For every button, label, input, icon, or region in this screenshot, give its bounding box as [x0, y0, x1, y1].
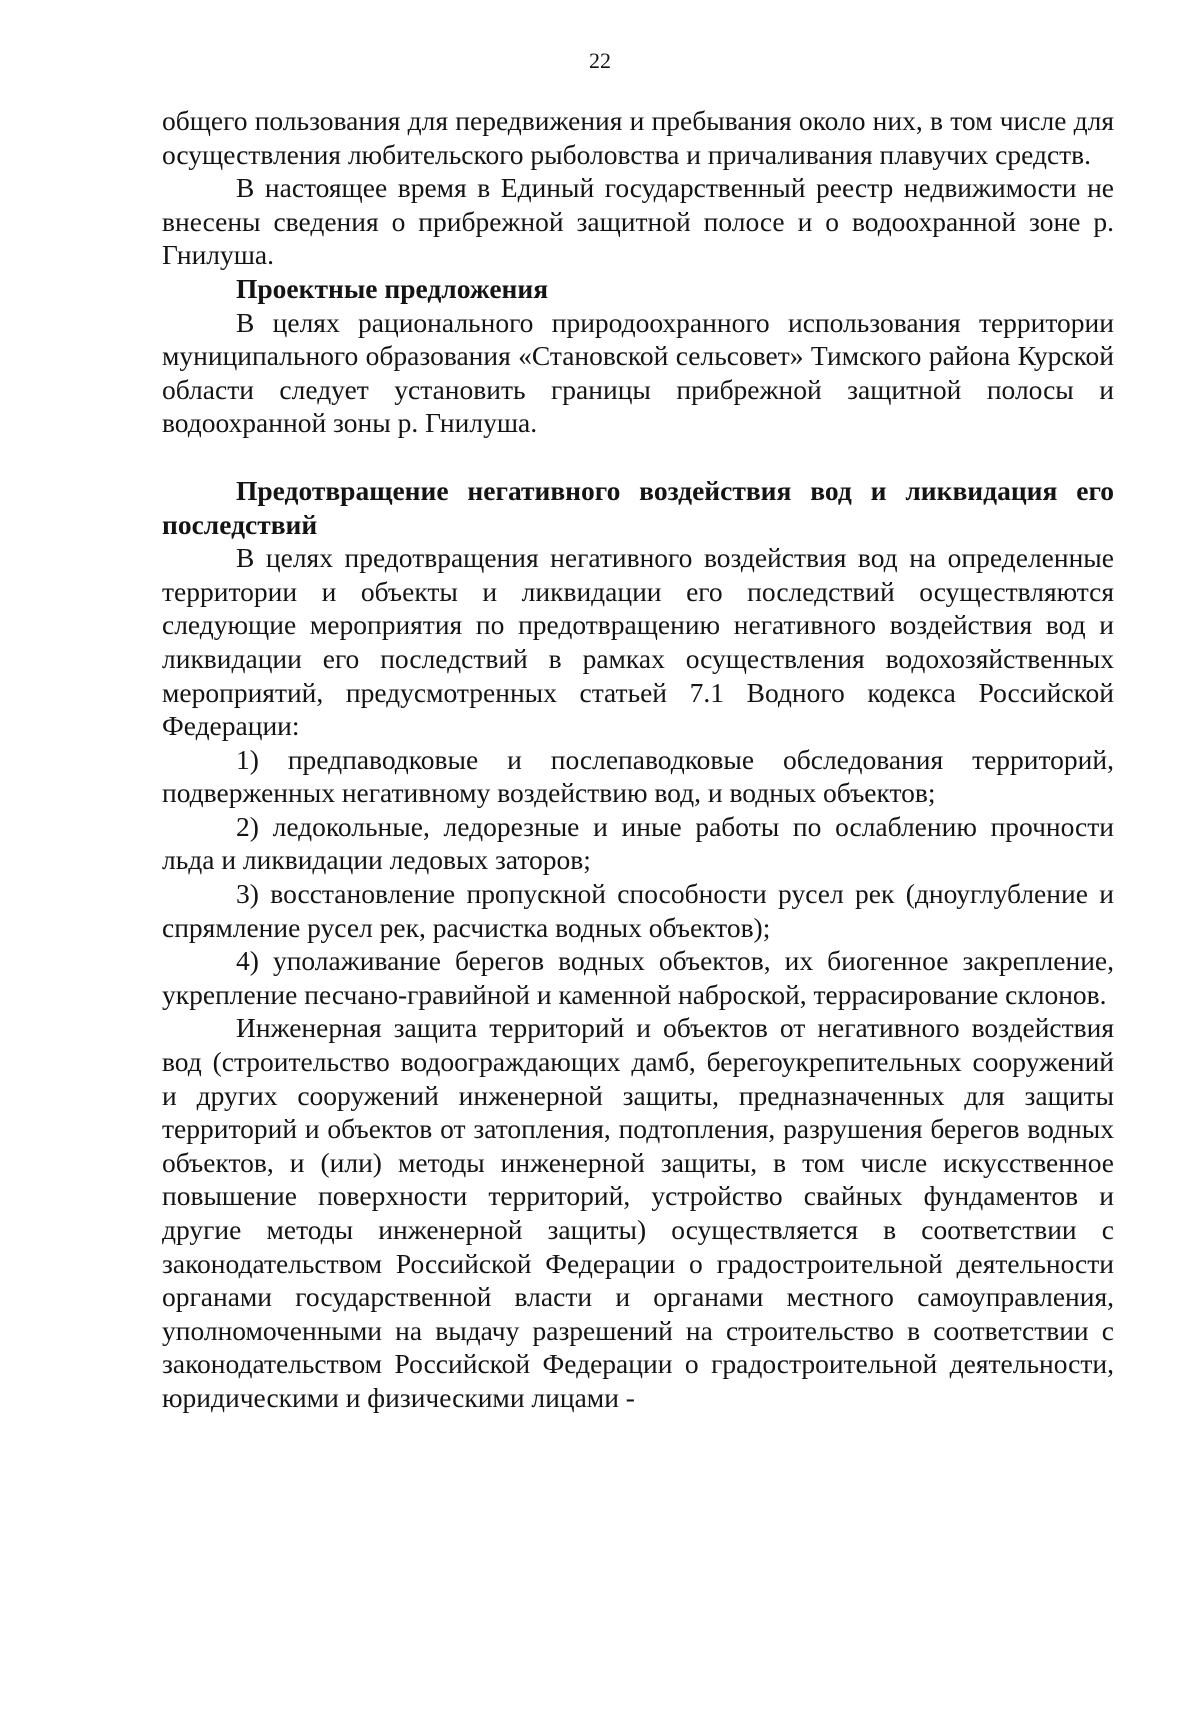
- paragraph-registry: В настоящее время в Единый государственный реестр недвижимости не внесены сведения о прибрежной защитной полосе и о водоохранной зоне р. Гнилуша.: [162, 172, 1114, 271]
- section-heading-prevention: Предотвращение негативного воздействия вод и ликвидация его последствий: [162, 474, 1114, 540]
- section-heading-proposals: Проектные предложения: [236, 272, 549, 304]
- document-body: [162, 104, 1114, 1415]
- list-item-3: 3) восстановление пропускной способности русел рек (дноуглубление и спрямление русел рек, расчистка водных объектов);: [162, 878, 1114, 943]
- paragraph-engineering-protection: Инженерная защита территорий и объектов от негативного воздействия вод (строительство водоограждающих дамб, берегоукрепительных сооружений и других сооружений инженерной защиты, предназначенных для защиты территорий и объектов от затопления, подтопления, разрушения берегов водных объектов, и (или) методы инженерной защиты, в том числе искусственное повышение поверхности территорий, устройство свайных фундаментов и другие методы инженерной защиты) осуществляется в соответствии с законодательством Российской Федерации о градостроительной деятельности органами государственной власти и органами местного самоуправления, уполномоченными на выдачу разрешений на строительство в соответствии с законодательством Российской Федерации о градостроительной деятельности, юридическими и физическими лицами -: [162, 1012, 1114, 1413]
- list-item-4: 4) уполаживание берегов водных объектов, их биогенное закрепление, укрепление песчано-гравийной и каменной наброской, террасирование склонов.: [162, 945, 1114, 1010]
- paragraph-proposals: В целях рационального природоохранного использования территории муниципального образования «Становской сельсовет» Тимского района Курской области следует установить границы прибрежной защитной полосы и водоохранной зоны р. Гнилуша.: [162, 306, 1114, 439]
- paragraph-continuation: общего пользования для передвижения и пребывания около них, в том числе для осуществления любительского рыболовства и причаливания плавучих средств.: [162, 105, 1114, 170]
- paragraph-prevention-intro: В целях предотвращения негативного воздействия вод на определенные территории и объекты и ликвидации его последствий осуществляются следующие мероприятия по предотвращению негативного воздействия вод и ликвидации его последствий в рамках осуществления водохозяйственных мероприятий, предусмотренных статьей 7.1 Водного кодекса Российской Федерации:: [162, 542, 1114, 742]
- page-number: 22: [589, 48, 611, 73]
- list-item-2: 2) ледокольные, ледорезные и иные работы по ослаблению прочности льда и ликвидации ледовых заторов;: [162, 810, 1114, 876]
- paragraph-gap: [162, 440, 1114, 474]
- list-item-1: 1) предпаводковые и послепаводковые обследования территорий, подверженных негативному воздействию вод, и водных объектов;: [162, 743, 1114, 809]
